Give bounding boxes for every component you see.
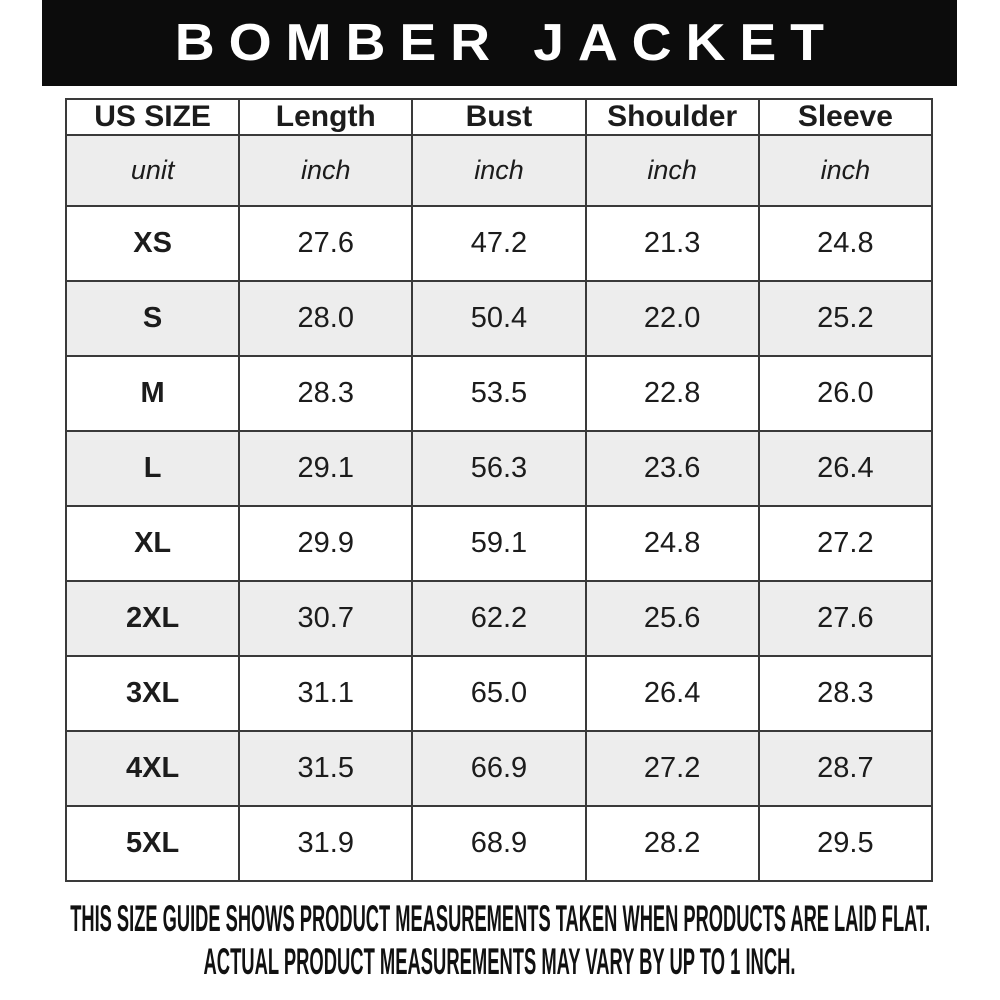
cell-length: 28.0 (239, 281, 412, 356)
footer-line-2 (0, 940, 1000, 983)
table-row-l (66, 431, 932, 506)
cell-bust: 65.0 (412, 656, 585, 731)
table-row-2xl (66, 581, 932, 656)
size-chart-table (65, 98, 933, 882)
cell-bust: 66.9 (412, 731, 585, 806)
cell-length: 28.3 (239, 356, 412, 431)
column-header-shoulder: Shoulder (586, 99, 759, 135)
cell-shoulder: 25.6 (586, 581, 759, 656)
cell-sleeve: 24.8 (759, 206, 932, 281)
cell-bust: 47.2 (412, 206, 585, 281)
table-row-m (66, 356, 932, 431)
size-label: 2XL (66, 581, 239, 656)
column-header-us-size: US SIZE (66, 99, 239, 135)
size-label: L (66, 431, 239, 506)
footer-text-may-vary: ACTUAL PRODUCT MEASUREMENTS MAY VARY BY UP TO 1 INCH. (204, 941, 796, 982)
cell-sleeve: 26.0 (759, 356, 932, 431)
cell-bust: 62.2 (412, 581, 585, 656)
table-row-s (66, 281, 932, 356)
cell-sleeve: 27.6 (759, 581, 932, 656)
cell-length: 30.7 (239, 581, 412, 656)
cell-shoulder: 28.2 (586, 806, 759, 881)
cell-shoulder: 27.2 (586, 731, 759, 806)
cell-bust: 68.9 (412, 806, 585, 881)
size-label: 5XL (66, 806, 239, 881)
size-label: XL (66, 506, 239, 581)
cell-length: 31.9 (239, 806, 412, 881)
table-row-4xl (66, 731, 932, 806)
size-label: 3XL (66, 656, 239, 731)
footer-text-laid-flat: THIS SIZE GUIDE SHOWS PRODUCT MEASUREMENTS TAKEN WHEN PRODUCTS ARE LAID FLAT. (70, 898, 930, 939)
cell-sleeve: 28.7 (759, 731, 932, 806)
size-label: S (66, 281, 239, 356)
cell-sleeve: 29.5 (759, 806, 932, 881)
cell-sleeve: 26.4 (759, 431, 932, 506)
footer-note (0, 897, 1000, 983)
cell-sleeve: 28.3 (759, 656, 932, 731)
footer-line-1 (0, 897, 1000, 940)
cell-length: 31.1 (239, 656, 412, 731)
cell-sleeve: 27.2 (759, 506, 932, 581)
cell-length: 29.1 (239, 431, 412, 506)
table-row-xl (66, 506, 932, 581)
unit-row (66, 135, 932, 206)
column-header-length: Length (239, 99, 412, 135)
column-header-sleeve: Sleeve (759, 99, 932, 135)
size-label: M (66, 356, 239, 431)
cell-bust: 59.1 (412, 506, 585, 581)
table-header-row (66, 99, 932, 135)
unit-cell: inch (586, 135, 759, 206)
page-title: BOMBER JACKET (174, 14, 838, 72)
cell-shoulder: 24.8 (586, 506, 759, 581)
unit-cell: unit (66, 135, 239, 206)
title-bar (42, 0, 957, 86)
cell-length: 31.5 (239, 731, 412, 806)
table-row-5xl (66, 806, 932, 881)
cell-sleeve: 25.2 (759, 281, 932, 356)
column-header-bust: Bust (412, 99, 585, 135)
cell-length: 29.9 (239, 506, 412, 581)
cell-bust: 50.4 (412, 281, 585, 356)
table-row-xs (66, 206, 932, 281)
size-label: XS (66, 206, 239, 281)
cell-shoulder: 23.6 (586, 431, 759, 506)
cell-shoulder: 21.3 (586, 206, 759, 281)
unit-cell: inch (759, 135, 932, 206)
cell-shoulder: 22.8 (586, 356, 759, 431)
unit-cell: inch (239, 135, 412, 206)
unit-cell: inch (412, 135, 585, 206)
cell-shoulder: 26.4 (586, 656, 759, 731)
cell-bust: 53.5 (412, 356, 585, 431)
table-row-3xl (66, 656, 932, 731)
size-label: 4XL (66, 731, 239, 806)
cell-shoulder: 22.0 (586, 281, 759, 356)
cell-length: 27.6 (239, 206, 412, 281)
cell-bust: 56.3 (412, 431, 585, 506)
